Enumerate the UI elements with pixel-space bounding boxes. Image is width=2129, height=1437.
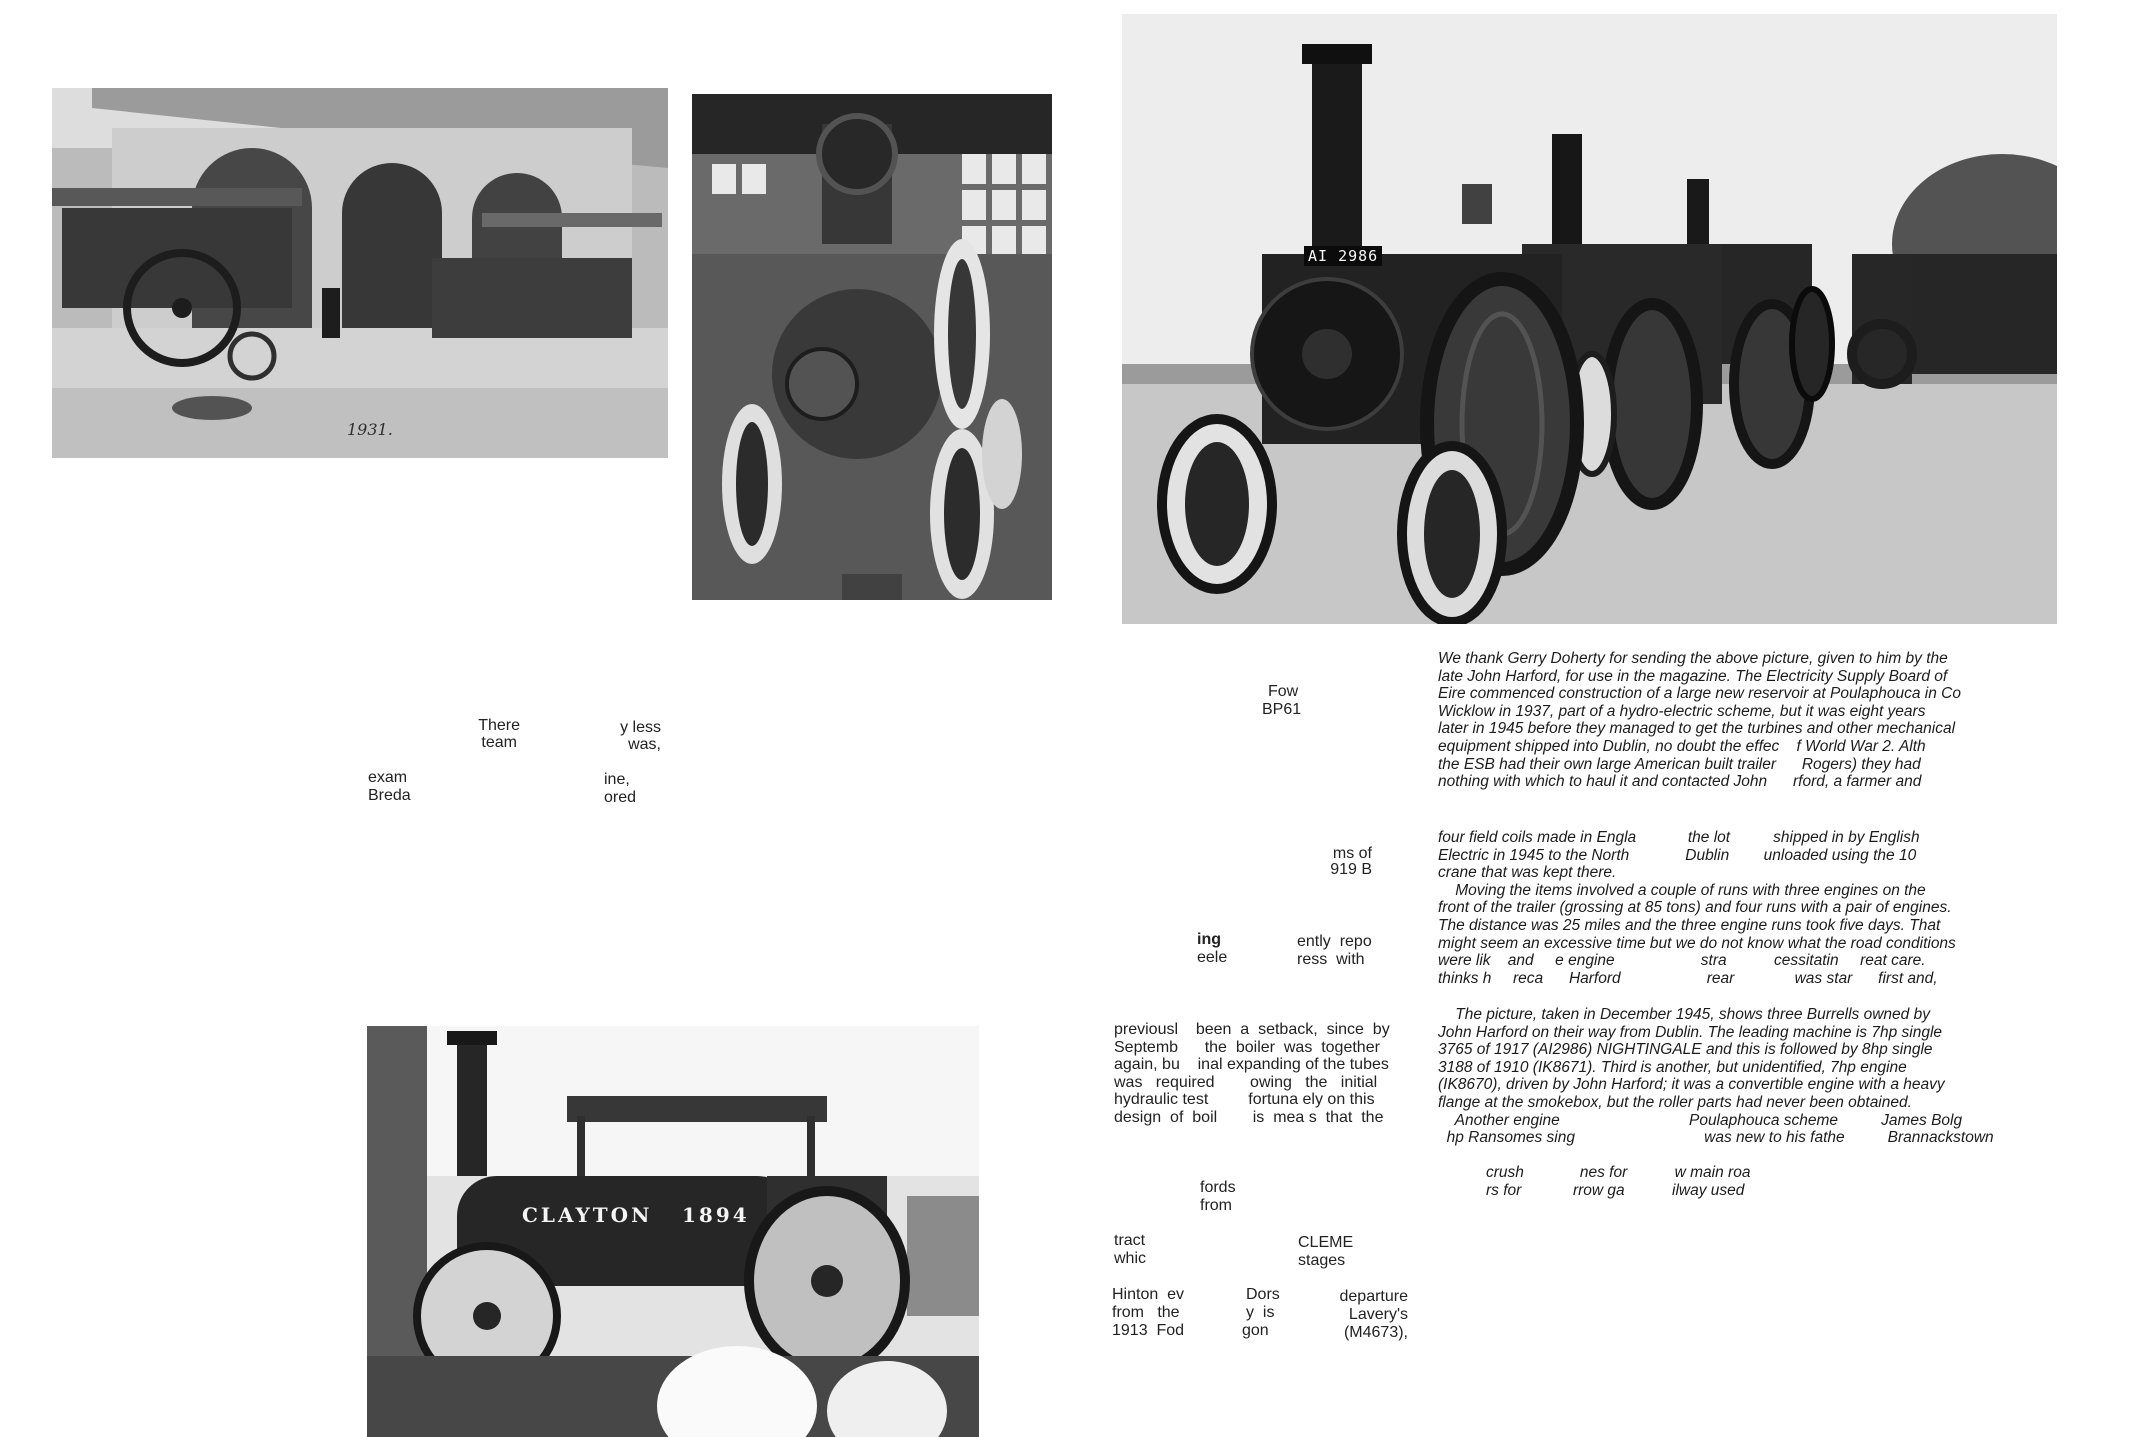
caption-line: were lik and e engine stra cessitatin reat care. — [1438, 952, 1926, 970]
text-fragment: 1913 Fod — [1112, 1322, 1185, 1339]
text-fragment: Dors — [1246, 1286, 1280, 1303]
caption-paragraph-4 — [1486, 1164, 1750, 1199]
text-fragment: stages — [1298, 1252, 1346, 1269]
text-fragment: from the — [1112, 1304, 1180, 1321]
caption-paragraph-2 — [1438, 829, 1956, 987]
text-fragment: departure — [1339, 1288, 1408, 1305]
text-fragment: design of boil is mea s that the — [1114, 1109, 1384, 1126]
photo-clayton-engine — [367, 1026, 979, 1437]
caption-line: rs for rrow ga ilway used — [1486, 1181, 1745, 1199]
photo-arches-graphic — [52, 88, 668, 458]
caption-line: The picture, taken in December 1945, shows three Burrells owned by — [1438, 1006, 1930, 1023]
caption-line: The distance was 25 miles and the three engine runs took five days. That — [1438, 916, 1941, 934]
caption-line: might seem an excessive time but we do not know what the road conditions — [1438, 934, 1956, 952]
caption-line: hp Ransomes sing was new to his fathe Brannackstown — [1438, 1129, 1994, 1147]
text-fragment: Lavery's — [1348, 1306, 1408, 1323]
text-fragment: There — [478, 717, 520, 734]
text-fragment: ms of — [1332, 845, 1372, 862]
text-fragment: 919 B — [1330, 861, 1372, 878]
caption-line: nothing with which to haul it and contacted John rford, a farmer and — [1438, 773, 1922, 791]
text-fragment: Breda — [368, 787, 411, 804]
caption-line: (IK8670), driven by John Harford; it was a convertible engine with a heavy — [1438, 1076, 1945, 1094]
caption-line: four field coils made in Engla the lot shipped in by English — [1438, 829, 1920, 846]
caption-paragraph-1 — [1438, 650, 1961, 791]
text-fragment: BP61 — [1262, 701, 1302, 718]
text-fragment: whic — [1114, 1250, 1147, 1267]
photo-convoy-graphic — [1122, 14, 2057, 624]
caption-line: John Harford on their way from Dublin. The leading machine is 7hp single — [1438, 1023, 1943, 1041]
text-fragment: ress with — [1297, 951, 1365, 968]
photo-clayton-graphic — [367, 1026, 979, 1437]
text-fragment: y is — [1246, 1304, 1275, 1321]
text-fragment: (M4673), — [1343, 1324, 1408, 1341]
caption-line: crane that was kept there. — [1438, 864, 1617, 882]
text-fragment: fords — [1200, 1179, 1236, 1196]
caption-line: Another engine Poulaphouca scheme James Bolg — [1438, 1111, 1963, 1129]
caption-line: front of the trailer (grossing at 85 tons) and four runs with a pair of engines. — [1438, 899, 1952, 917]
text-fragment: CLEME — [1298, 1234, 1354, 1251]
text-fragment: again, bu inal expanding of the tubes — [1114, 1056, 1389, 1073]
caption-line: late John Harford, for use in the magazine. The Electricity Supply Board of — [1438, 667, 1948, 685]
text-fragment: ored — [604, 789, 637, 806]
boiler-year: 1894 — [682, 1203, 750, 1227]
text-fragment: Fow — [1268, 683, 1299, 700]
text-fragment: y less — [620, 719, 661, 736]
caption-line: Wicklow in 1937, part of a hydro-electric scheme, but it was eight years — [1438, 702, 1926, 720]
text-fragment: team — [481, 734, 517, 751]
text-fragment: ing — [1197, 931, 1221, 948]
text-fragment: previousl been a setback, since by — [1114, 1021, 1390, 1038]
caption-line: Electric in 1945 to the North Dublin unloaded using the 10 — [1438, 846, 1917, 864]
photo-burrell-convoy — [1122, 14, 2057, 624]
photo-engine-front-shed — [692, 94, 1052, 600]
photo-engine-front-graphic — [692, 94, 1052, 600]
text-fragment: gon — [1242, 1322, 1269, 1339]
text-fragment: hydraulic test fortuna ely on this — [1114, 1091, 1375, 1108]
text-fragment: was required owing the initial — [1114, 1074, 1378, 1091]
caption-line: 3188 of 1910 (IK8671). Third is another, but unidentified, 7hp engine — [1438, 1058, 1907, 1076]
text-fragment: ently repo — [1297, 933, 1372, 950]
text-fragment: Septemb the boiler was together — [1114, 1039, 1380, 1056]
caption-line: thinks h reca Harford rear was star first and, — [1438, 969, 1938, 987]
caption-line: equipment shipped into Dublin, no doubt the effec f World War 2. Alth — [1438, 737, 1926, 755]
text-fragment: exam — [368, 769, 408, 786]
photo-arches-engines — [52, 88, 668, 458]
caption-line: the ESB had their own large American built trailer Rogers) they had — [1438, 755, 1921, 773]
handwritten-date: 1931. — [347, 420, 393, 439]
text-fragment: ine, — [604, 771, 630, 788]
caption-paragraph-3 — [1438, 1006, 1994, 1147]
boiler-name: CLAYTON — [522, 1203, 653, 1227]
text-fragment: Hinton ev — [1112, 1286, 1185, 1303]
caption-line: Eire commenced construction of a large new reservoir at Poulaphouca in Co — [1438, 685, 1961, 703]
caption-line: later in 1945 before they managed to get the turbines and other mechanical — [1438, 720, 1956, 738]
text-fragment: was, — [628, 736, 661, 753]
caption-line: crush nes for w main roa — [1486, 1164, 1751, 1181]
registration-plate: AI 2986 — [1304, 246, 1382, 266]
text-fragment: tract — [1114, 1232, 1146, 1249]
caption-line: We thank Gerry Doherty for sending the above picture, given to him by the — [1438, 650, 1948, 667]
text-fragment: eele — [1197, 949, 1228, 966]
caption-line: Moving the items involved a couple of runs with three engines on the — [1438, 881, 1926, 899]
text-fragment: from — [1200, 1197, 1232, 1214]
caption-line: flange at the smokebox, but the roller parts had never been obtained. — [1438, 1093, 1912, 1111]
caption-line: 3765 of 1917 (AI2986) NIGHTINGALE and this is followed by 8hp single — [1438, 1041, 1933, 1059]
